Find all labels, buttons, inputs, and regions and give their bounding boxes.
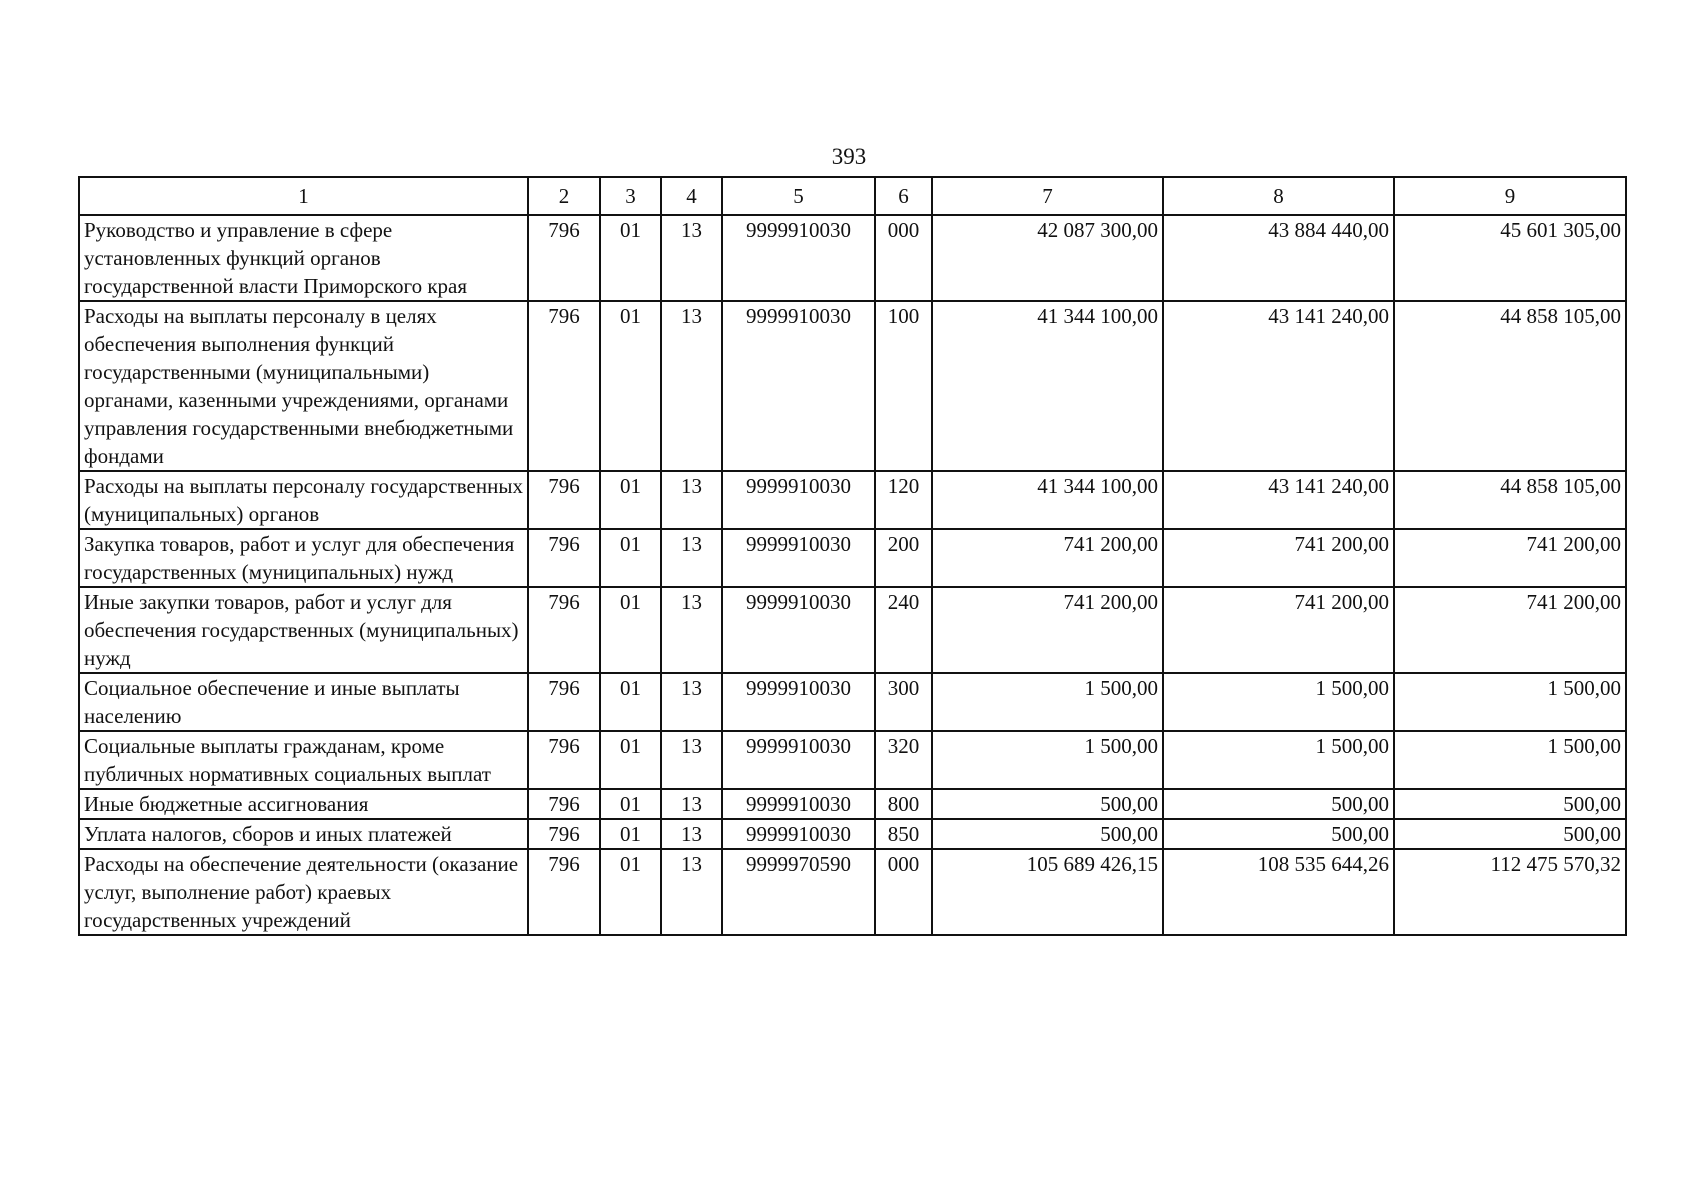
row-name: Уплата налогов, сборов и иных платежей bbox=[79, 819, 528, 849]
col-6-value: 240 bbox=[875, 587, 932, 673]
col-7-amount: 1 500,00 bbox=[932, 731, 1163, 789]
col-9-amount: 44 858 105,00 bbox=[1394, 471, 1626, 529]
col-6-value: 000 bbox=[875, 849, 932, 935]
table-row bbox=[79, 301, 1626, 471]
col-7-amount: 1 500,00 bbox=[932, 673, 1163, 731]
col-7-amount: 741 200,00 bbox=[932, 587, 1163, 673]
col-5-value: 9999910030 bbox=[722, 301, 875, 471]
col-7-amount: 741 200,00 bbox=[932, 529, 1163, 587]
col-3-value: 01 bbox=[600, 849, 661, 935]
col-8-amount: 43 884 440,00 bbox=[1163, 215, 1394, 301]
col-2-value: 796 bbox=[528, 849, 600, 935]
table-row bbox=[79, 529, 1626, 587]
table-row bbox=[79, 731, 1626, 789]
col-5-value: 9999910030 bbox=[722, 529, 875, 587]
col-9-amount: 45 601 305,00 bbox=[1394, 215, 1626, 301]
col-5-value: 9999970590 bbox=[722, 849, 875, 935]
col-3-value: 01 bbox=[600, 673, 661, 731]
col-3-value: 01 bbox=[600, 301, 661, 471]
col-8-amount: 43 141 240,00 bbox=[1163, 301, 1394, 471]
col-5-value: 9999910030 bbox=[722, 471, 875, 529]
column-header-3: 3 bbox=[600, 177, 661, 215]
col-5-value: 9999910030 bbox=[722, 215, 875, 301]
col-2-value: 796 bbox=[528, 215, 600, 301]
col-7-amount: 500,00 bbox=[932, 789, 1163, 819]
col-4-value: 13 bbox=[661, 529, 722, 587]
col-4-value: 13 bbox=[661, 849, 722, 935]
col-7-amount: 105 689 426,15 bbox=[932, 849, 1163, 935]
col-6-value: 120 bbox=[875, 471, 932, 529]
col-2-value: 796 bbox=[528, 529, 600, 587]
col-9-amount: 741 200,00 bbox=[1394, 529, 1626, 587]
col-4-value: 13 bbox=[661, 819, 722, 849]
col-6-value: 100 bbox=[875, 301, 932, 471]
col-4-value: 13 bbox=[661, 215, 722, 301]
col-3-value: 01 bbox=[600, 587, 661, 673]
col-4-value: 13 bbox=[661, 789, 722, 819]
col-9-amount: 500,00 bbox=[1394, 819, 1626, 849]
row-name: Расходы на обеспечение деятельности (оказание услуг, выполнение работ) краевых государственных учреждений bbox=[79, 849, 528, 935]
header-row bbox=[79, 177, 1626, 215]
table-row bbox=[79, 215, 1626, 301]
col-4-value: 13 bbox=[661, 301, 722, 471]
col-6-value: 320 bbox=[875, 731, 932, 789]
column-header-8: 8 bbox=[1163, 177, 1394, 215]
col-2-value: 796 bbox=[528, 789, 600, 819]
col-6-value: 000 bbox=[875, 215, 932, 301]
page-number: 393 bbox=[831, 144, 867, 169]
col-3-value: 01 bbox=[600, 215, 661, 301]
column-header-2: 2 bbox=[528, 177, 600, 215]
row-name: Расходы на выплаты персоналу в целях обеспечения выполнения функций государственными (муниципальными) органами, казенными учреждениями, органами управления государственными внебюджетными фондами bbox=[79, 301, 528, 471]
row-name: Руководство и управление в сфере установленных функций органов государственной власти Приморского края bbox=[79, 215, 528, 301]
col-2-value: 796 bbox=[528, 673, 600, 731]
col-9-amount: 112 475 570,32 bbox=[1394, 849, 1626, 935]
column-header-9: 9 bbox=[1394, 177, 1626, 215]
col-2-value: 796 bbox=[528, 471, 600, 529]
col-2-value: 796 bbox=[528, 731, 600, 789]
table-row bbox=[79, 849, 1626, 935]
table-row bbox=[79, 471, 1626, 529]
col-9-amount: 44 858 105,00 bbox=[1394, 301, 1626, 471]
col-3-value: 01 bbox=[600, 731, 661, 789]
table-row bbox=[79, 819, 1626, 849]
col-5-value: 9999910030 bbox=[722, 789, 875, 819]
col-7-amount: 41 344 100,00 bbox=[932, 301, 1163, 471]
table-row bbox=[79, 789, 1626, 819]
col-7-amount: 41 344 100,00 bbox=[932, 471, 1163, 529]
col-4-value: 13 bbox=[661, 673, 722, 731]
column-header-5: 5 bbox=[722, 177, 875, 215]
col-2-value: 796 bbox=[528, 819, 600, 849]
col-8-amount: 1 500,00 bbox=[1163, 731, 1394, 789]
row-name: Иные закупки товаров, работ и услуг для обеспечения государственных (муниципальных) нужд bbox=[79, 587, 528, 673]
table-body bbox=[79, 215, 1626, 935]
col-6-value: 200 bbox=[875, 529, 932, 587]
column-header-1: 1 bbox=[79, 177, 528, 215]
table-row bbox=[79, 587, 1626, 673]
col-4-value: 13 bbox=[661, 471, 722, 529]
col-4-value: 13 bbox=[661, 587, 722, 673]
column-header-4: 4 bbox=[661, 177, 722, 215]
row-name: Социальное обеспечение и иные выплаты населению bbox=[79, 673, 528, 731]
col-2-value: 796 bbox=[528, 301, 600, 471]
col-7-amount: 500,00 bbox=[932, 819, 1163, 849]
col-5-value: 9999910030 bbox=[722, 819, 875, 849]
col-6-value: 300 bbox=[875, 673, 932, 731]
table-header bbox=[79, 177, 1626, 215]
col-8-amount: 500,00 bbox=[1163, 819, 1394, 849]
budget-table bbox=[78, 176, 1627, 936]
col-2-value: 796 bbox=[528, 587, 600, 673]
table-row bbox=[79, 673, 1626, 731]
col-3-value: 01 bbox=[600, 789, 661, 819]
col-6-value: 850 bbox=[875, 819, 932, 849]
row-name: Иные бюджетные ассигнования bbox=[79, 789, 528, 819]
col-5-value: 9999910030 bbox=[722, 587, 875, 673]
col-5-value: 9999910030 bbox=[722, 731, 875, 789]
col-9-amount: 1 500,00 bbox=[1394, 673, 1626, 731]
column-header-7: 7 bbox=[932, 177, 1163, 215]
col-4-value: 13 bbox=[661, 731, 722, 789]
col-8-amount: 741 200,00 bbox=[1163, 529, 1394, 587]
col-9-amount: 741 200,00 bbox=[1394, 587, 1626, 673]
column-header-6: 6 bbox=[875, 177, 932, 215]
col-3-value: 01 bbox=[600, 471, 661, 529]
row-name: Социальные выплаты гражданам, кроме публичных нормативных социальных выплат bbox=[79, 731, 528, 789]
col-5-value: 9999910030 bbox=[722, 673, 875, 731]
row-name: Закупка товаров, работ и услуг для обеспечения государственных (муниципальных) нужд bbox=[79, 529, 528, 587]
col-6-value: 800 bbox=[875, 789, 932, 819]
col-9-amount: 1 500,00 bbox=[1394, 731, 1626, 789]
col-8-amount: 108 535 644,26 bbox=[1163, 849, 1394, 935]
col-8-amount: 500,00 bbox=[1163, 789, 1394, 819]
col-3-value: 01 bbox=[600, 529, 661, 587]
col-8-amount: 1 500,00 bbox=[1163, 673, 1394, 731]
col-3-value: 01 bbox=[600, 819, 661, 849]
col-9-amount: 500,00 bbox=[1394, 789, 1626, 819]
col-8-amount: 43 141 240,00 bbox=[1163, 471, 1394, 529]
col-7-amount: 42 087 300,00 bbox=[932, 215, 1163, 301]
row-name: Расходы на выплаты персоналу государственных (муниципальных) органов bbox=[79, 471, 528, 529]
col-8-amount: 741 200,00 bbox=[1163, 587, 1394, 673]
